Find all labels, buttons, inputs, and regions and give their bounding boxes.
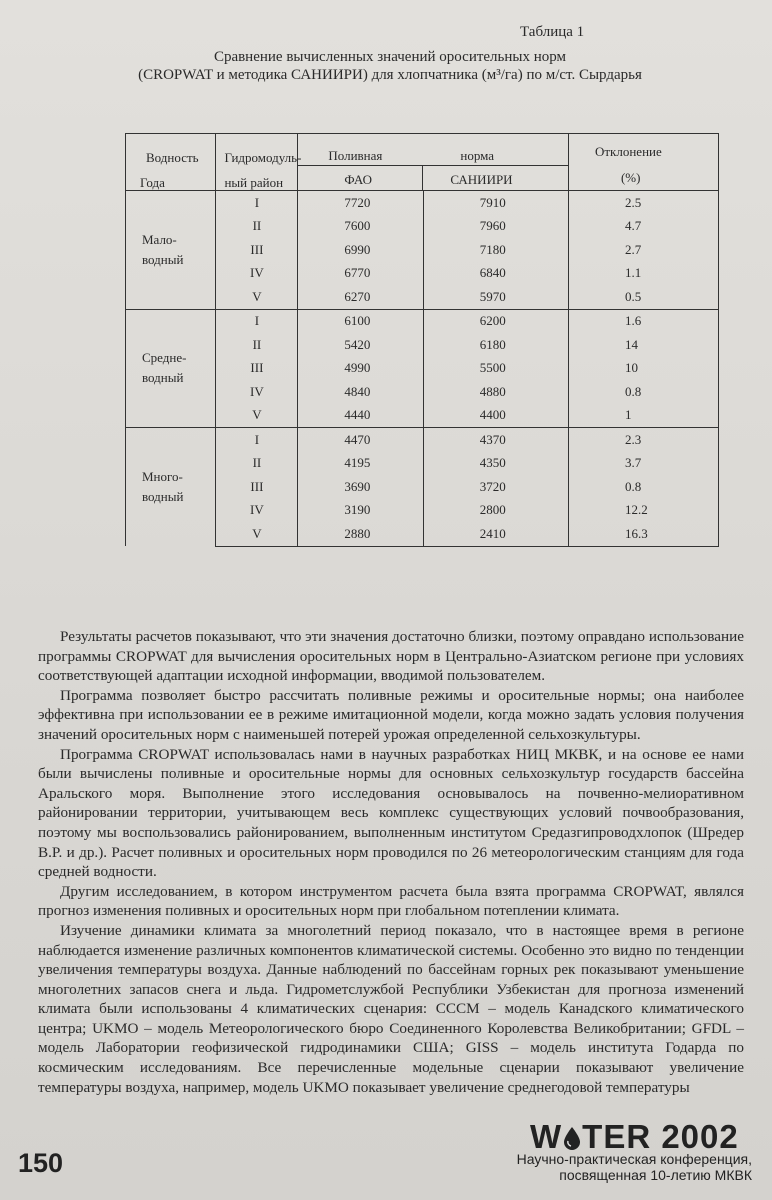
- water-year-line1: Мало-: [142, 231, 177, 247]
- zone-cell: V: [216, 285, 298, 309]
- zone-cell: IV: [216, 262, 298, 286]
- header-saniiri: САНИИРИ: [450, 172, 513, 187]
- deviation-cell: 14: [568, 333, 718, 357]
- fao-cell: 7600: [298, 215, 423, 239]
- saniiri-cell: 6180: [423, 333, 568, 357]
- page-number: 150: [18, 1148, 64, 1178]
- water-year-line2: водный: [142, 489, 184, 504]
- deviation-cell: 4.7: [568, 215, 718, 239]
- header-zone: [216, 134, 302, 191]
- zone-cell: V: [216, 404, 298, 428]
- header-zone-line1: Гидромодуль-: [224, 150, 302, 165]
- conference-subtitle-line2: посвященная 10-летию МКВК: [559, 1167, 752, 1183]
- saniiri-cell: 7960: [423, 215, 568, 239]
- zone-cell: II: [216, 452, 298, 476]
- deviation-cell: 1.1: [568, 262, 718, 286]
- zone-cell: III: [216, 475, 298, 499]
- saniiri-cell: 7180: [423, 238, 568, 262]
- table-header-row: [126, 134, 719, 191]
- water-year-line2: водный: [142, 370, 184, 386]
- saniiri-cell: 6200: [423, 309, 568, 333]
- fao-cell: 4470: [298, 428, 423, 452]
- zone-cell: II: [216, 333, 298, 357]
- saniiri-cell: 4350: [423, 452, 568, 476]
- deviation-cell: 1: [568, 404, 718, 428]
- water-year-line1: Средне-: [142, 350, 187, 366]
- water-year-cell: [126, 428, 216, 547]
- table-label: Таблица 1: [520, 24, 585, 40]
- table-row: [126, 191, 719, 215]
- zone-cell: II: [216, 215, 298, 239]
- table-title-line2: (CROPWAT и методика САНИИРИ) для хлопчатника (м³/га) по м/ст. Сырдарья: [138, 67, 642, 83]
- fao-cell: 4440: [298, 404, 423, 428]
- zone-cell: IV: [216, 499, 298, 523]
- fao-cell: 3690: [298, 475, 423, 499]
- paragraph: Программа позволяет быстро рассчитать поливные режимы и оросительные нормы; она наиболее эффективна при использовании ее в режиме имитационной модели, когда можно задать условия получения значений оросительных норм с наименьшей потерей урожая определенной сельхозкультуры.: [38, 686, 744, 743]
- body-text: [38, 627, 744, 1097]
- header-deviation-line1: Отклонение: [594, 144, 662, 159]
- paragraph: Другим исследованием, в котором инструментом расчета была взята программа CROPWAT, являлся прогноз изменения поливных и оросительных норм при глобальном потеплении климата.: [38, 882, 744, 920]
- logo-rest: TER 2002: [582, 1118, 739, 1155]
- saniiri-cell: 2410: [423, 522, 568, 546]
- fao-cell: 6770: [298, 262, 423, 286]
- fao-cell: 6100: [298, 309, 423, 333]
- water-year-line1: Много-: [142, 469, 183, 484]
- paragraph: Программа CROPWAT использовалась нами в научных разработках НИЦ МКВК, и на основе ее нами были вычислены поливные и оросительные нормы для основных сельхозкультур государств бассейна Аральского моря. Выполнение этого исследования основывалось на почвенно-мелиоративном районировании территории, учитывающем весь комплекс существующих условий почвообразования, поэтому мы воспользовались районированием, выполненным институтом Средазгипроводхлопок (Шредер В.Р. и др.). Расчет поливных и оросительных норм проводился по 26 метеорологическим станциям для года средней водности.: [38, 745, 744, 881]
- deviation-cell: 10: [568, 357, 718, 381]
- zone-cell: I: [216, 309, 298, 333]
- saniiri-cell: 3720: [423, 475, 568, 499]
- fao-cell: 2880: [298, 522, 423, 546]
- table-row: [126, 309, 719, 333]
- saniiri-cell: 4880: [423, 380, 568, 404]
- header-year-line2: Года: [140, 175, 165, 190]
- deviation-cell: 0.8: [568, 380, 718, 404]
- deviation-cell: 2.3: [568, 428, 718, 452]
- saniiri-cell: 5970: [423, 285, 568, 309]
- header-norm: [298, 134, 569, 191]
- fao-cell: 6990: [298, 238, 423, 262]
- paragraph: Изучение динамики климата за многолетний период показало, что в настоящее время в регионе наблюдается изменение различных компонентов климатической системы. Особенно это видно по тенденции увеличения температуры воздуха. Данные наблюдений по бассейнам горных рек показывают уменьшение многолетних запасов снега и льда. Гидрометслужбой Республики Узбекистан для прогноза изменений климата были использованы 4 климатических сценария: СССМ – модель Канадского климатического центра; UKMO – модель Метеорологического бюро Соединенного Королевства Великобритании; GFDL – модель Лаборатории геофизической гидродинамики США; GISS – модель института Годарда по космическим исследованиям. Все перечисленные модельные сценарии показывают увеличение температуры воздуха, например, модель UKMO показывает увеличение среднегодовой температуры: [38, 921, 744, 1096]
- deviation-cell: 0.5: [568, 285, 718, 309]
- zone-cell: V: [216, 522, 298, 546]
- water-drop-icon: [562, 1126, 582, 1150]
- fao-cell: 5420: [298, 333, 423, 357]
- zone-cell: I: [216, 191, 298, 215]
- paragraph: Результаты расчетов показывают, что эти значения достаточно близки, поэтому оправдано использование программы CROPWAT для вычисления оросительных норм в Центрально-Азиатском регионе при условиях соответствующей адаптации исходной информации, вводимой пользователем.: [38, 628, 744, 685]
- deviation-cell: 3.7: [568, 452, 718, 476]
- water-year-cell: [126, 309, 216, 428]
- zone-cell: IV: [216, 380, 298, 404]
- zone-cell: III: [216, 357, 298, 381]
- header-norm-right: норма: [460, 148, 495, 163]
- fao-cell: 4195: [298, 452, 423, 476]
- saniiri-cell: 4400: [423, 404, 568, 428]
- fao-cell: 7720: [298, 191, 423, 215]
- header-norm-left: Поливная: [328, 148, 383, 163]
- water-year-cell: [126, 191, 216, 310]
- header-year: [126, 134, 216, 191]
- zone-cell: III: [216, 238, 298, 262]
- deviation-cell: 2.5: [568, 191, 718, 215]
- saniiri-cell: 2800: [423, 499, 568, 523]
- fao-cell: 6270: [298, 285, 423, 309]
- irrigation-norms-table: [125, 133, 719, 547]
- saniiri-cell: 6840: [423, 262, 568, 286]
- table-title-line1: Сравнение вычисленных значений оросительных норм: [213, 49, 567, 65]
- zone-cell: I: [216, 428, 298, 452]
- deviation-cell: 1.6: [568, 309, 718, 333]
- fao-cell: 3190: [298, 499, 423, 523]
- header-norm-divider: [298, 165, 568, 166]
- header-deviation: [568, 134, 718, 191]
- header-year-line1: Водность: [146, 150, 199, 165]
- saniiri-cell: 7910: [423, 191, 568, 215]
- table-row: [126, 428, 719, 452]
- saniiri-cell: 5500: [423, 357, 568, 381]
- deviation-cell: 0.8: [568, 475, 718, 499]
- header-fao: ФАО: [344, 172, 372, 187]
- header-zone-line2: ный район: [224, 175, 284, 190]
- conference-subtitle-line1: Научно-практическая конференция,: [516, 1151, 752, 1167]
- fao-cell: 4840: [298, 380, 423, 404]
- header-deviation-line2: (%): [620, 170, 641, 185]
- deviation-cell: 2.7: [568, 238, 718, 262]
- fao-cell: 4990: [298, 357, 423, 381]
- deviation-cell: 12.2: [568, 499, 718, 523]
- header-norm-subdivider: [422, 165, 423, 190]
- saniiri-cell: 4370: [423, 428, 568, 452]
- logo-w: W: [530, 1118, 563, 1155]
- water-year-line2: водный: [142, 251, 184, 267]
- deviation-cell: 16.3: [568, 522, 718, 546]
